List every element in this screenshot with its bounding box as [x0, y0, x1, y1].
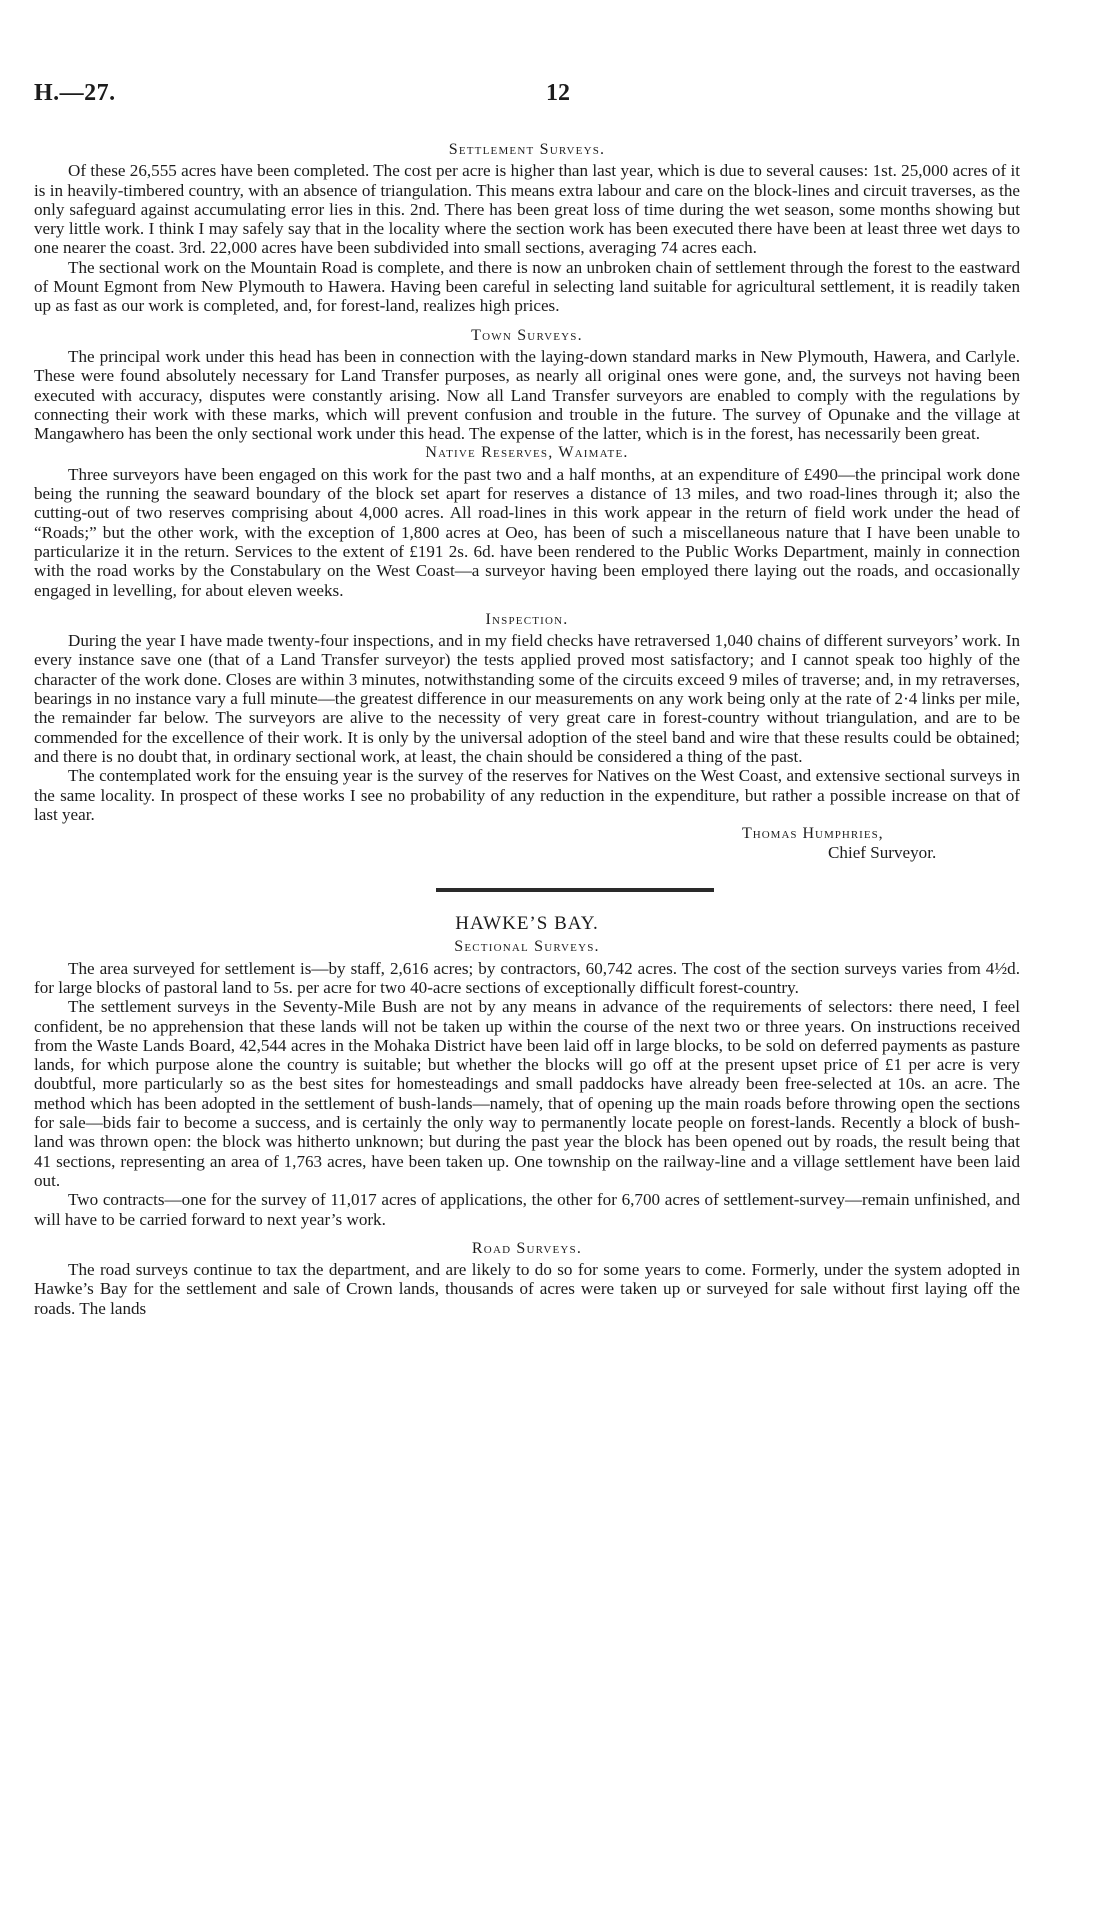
paragraph: The settlement surveys in the Seventy-Mile Bush are not by any means in advance of the requirements of selectors: there need, I feel confident, be no apprehension that these lands will not be taken up within the course of the next two or three years. On instructions received from the Waste Lands Board, 42,544 acres in the Mohaka District have been laid off in large blocks, to be sold on deferred payments as pasture lands, for which purpose alone the country is suitable; but whether the blocks will go off at the present upset price of £1 per acre is very doubtful, more particularly so as the best sites for homesteadings and small paddocks have already been free-selected at 10s. an acre. The method which has been adopted in the settlement of bush-lands—namely, that of opening up the main roads before throwing open the sections for sale—bids fair to become a success, and is certainly the only way to permanently locate people on forest-lands. Recently a block of bush-land was thrown open: the block was hitherto unknown; but during the past year the block has been opened out by roads, the result being that 41 sections, representing an area of 1,763 acres, have been taken up. One township on the railway-line and a village settlement have been laid out.	[34, 997, 1020, 1190]
paragraph: Three surveyors have been engaged on this work for the past two and a half months, at an expenditure of £490—the principal work done being the running the seaward boundary of the block set apart for reserves a distance of 13 miles, and two road-lines through it; also the cutting-out of two reserves comprising about 4,000 acres. All road-lines in this work appear in the return of field work under the head of “Roads;” but the other work, with the exception of 1,800 acres at Oeo, has been of such a miscellaneous nature that I have been unable to particularize it in the return. Services to the extent of £191 2s. 6d. have been rendered to the Public Works Department, mainly in connection with the road works by the Constabulary on the West Coast—a surveyor having been employed there laying out the roads, and occasionally engaged in levelling, for about eleven weeks.	[34, 464, 1020, 600]
paragraph: The road surveys continue to tax the department, and are likely to do so for some years to come. Formerly, under the system adopted in Hawke’s Bay for the settlement and sale of Crown lands, thousands of acres were taken up or surveyed for sale without first laying off the roads. The lands	[34, 1260, 1020, 1318]
paragraph: The principal work under this head has been in connection with the laying-down standard marks in New Plymouth, Hawera, and Carlyle. These were found absolutely necessary for Land Transfer purposes, as nearly all original ones were gone, and, the surveys not having been executed with accuracy, disputes were constantly arising. Now all Land Transfer surveyors are enabled to comply with the regulations by connecting their work with these marks, which will prevent confusion and trouble in the future. The survey of Opunake and the village at Mangawhero has been the only sectional work under this head. The expense of the latter, which is in the forest, has necessarily been great.	[34, 346, 1020, 444]
paragraph: During the year I have made twenty-four inspections, and in my field checks have retraversed 1,040 chains of different surveyors’ work. In every instance save one (that of a Land Transfer surveyor) the tests applied proved most satisfactory; and I cannot speak too highly of the character of the work done. Closes are within 3 minutes, notwithstanding some of the circuits exceed 9 miles of traverse; and, in my retraverses, bearings in no instance vary a full minute—the greatest difference in our measurements on any work being only at the rate of 2·4 links per mile, the remainder far below. The surveyors are alive to the necessity of very great care in forest-country without triangulation, and are to be commended for the excellence of their work. It is only by the universal adoption of the steel band and wire that these results could be obtained; and there is no doubt that, in ordinary sectional work, at least, the chain should be considered a thing of the past.	[34, 631, 1020, 766]
page-number: 12	[546, 80, 570, 106]
section-heading-sectional-surveys: Sectional Surveys.	[454, 938, 600, 956]
paragraph: Two contracts—one for the survey of 11,017 acres of applications, the other for 6,700 acres of settlement-survey—remain unfinished, and will have to be carried forward to next year’s work.	[34, 1190, 1020, 1229]
document-body	[34, 140, 1020, 1318]
page-header	[34, 80, 1080, 114]
section-heading-inspection: Inspection.	[485, 610, 569, 628]
signature-name: Thomas Humphries,	[742, 825, 884, 843]
paragraph: Of these 26,555 acres have been completed. The cost per acre is higher than last year, which is due to several causes: 1st. 25,000 acres of it is in heavily-timbered country, with an absence of triangulation. This means extra labour and care on the block-lines and circuit traverses, as the only safeguard against accumulating error lies in this. 2nd. There has been great loss of time during the wet season, some months showing but very little work. I think I may safely say that in the locality where the section work has been executed there have been at least three wet days to one nearer the coast. 3rd. 22,000 acres have been subdivided into small sections, averaging 74 acres each.	[34, 161, 1020, 258]
section-heading-native-reserves: Native Reserves, Waimate.	[425, 444, 629, 462]
paragraph: The sectional work on the Mountain Road is complete, and there is now an unbroken chain of settlement through the forest to the eastward of Mount Egmont from New Plymouth to Hawera. Having been careful in selecting land suitable for agricultural settlement, it is readily taken up as fast as our work is completed, and, for forest-land, realizes high prices.	[34, 257, 1020, 316]
section-heading-town-surveys: Town Surveys.	[471, 326, 583, 344]
paragraph: The area surveyed for settlement is—by staff, 2,616 acres; by contractors, 60,742 acres. The cost of the section surveys varies from 4½d. for large blocks of pastoral land to 5s. per acre for two 40-acre sections of exceptionally difficult forest-country.	[34, 958, 1020, 997]
signature-title: Chief Surveyor.	[828, 843, 937, 863]
section-heading-settlement-surveys: Settlement Surveys.	[448, 141, 606, 158]
region-heading-hawkes-bay: HAWKE’S BAY.	[455, 913, 599, 935]
signature-block	[34, 824, 1020, 862]
document-reference: H.—27.	[34, 80, 116, 106]
section-divider	[436, 888, 714, 892]
section-heading-road-surveys: Road Surveys.	[471, 1239, 583, 1257]
paragraph: The contemplated work for the ensuing year is the survey of the reserves for Natives on the West Coast, and extensive sectional surveys in the same locality. In prospect of these works I see no probability of any reduction in the expenditure, but rather a possible increase on that of last year.	[34, 766, 1020, 824]
